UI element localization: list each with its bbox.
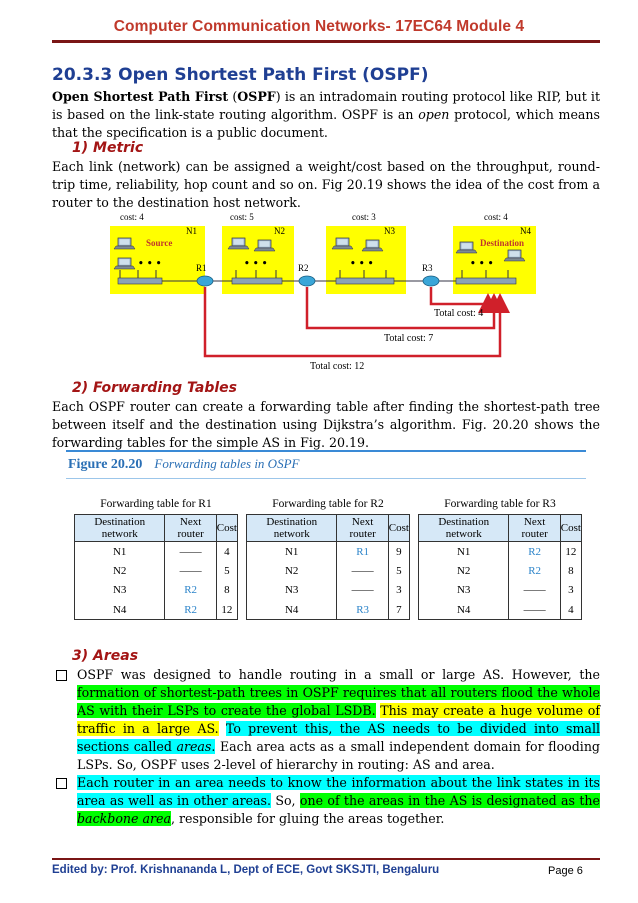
table-cell: N2 bbox=[247, 561, 337, 581]
intro-text: ) is an intradomain routing protocol like RIP, but it is based on the link-state routing algorithm. OSPF is an bbox=[52, 89, 601, 122]
table-cell: N2 bbox=[419, 561, 509, 581]
table-cell: —— bbox=[165, 542, 216, 562]
column-header: Next router bbox=[337, 515, 388, 542]
svg-text:• • •: • • • bbox=[244, 259, 268, 269]
svg-text:• • •: • • • bbox=[350, 259, 374, 269]
table-cell: N4 bbox=[247, 600, 337, 620]
metric-heading: 1) Metric bbox=[72, 140, 144, 156]
cost-label-n2: cost: 5 bbox=[230, 212, 254, 222]
table-title: Forwarding table for R2 bbox=[272, 498, 384, 510]
column-header: Next router bbox=[509, 515, 560, 542]
highlight-green-italic: backbone area bbox=[77, 811, 171, 826]
bullet-text bbox=[77, 774, 600, 828]
table-cell: 3 bbox=[560, 581, 581, 601]
intro-text: protocol, which means that the specification is a public document. bbox=[52, 107, 600, 140]
table-cell: R2 bbox=[509, 542, 560, 562]
page-header: Computer Communication Networks- 17EC64 Module 4 bbox=[113, 18, 525, 35]
table-cell: 12 bbox=[216, 600, 237, 620]
table-cell: N1 bbox=[247, 542, 337, 562]
table-row bbox=[75, 600, 238, 620]
page-number: Page 6 bbox=[548, 865, 583, 877]
table-row bbox=[247, 542, 410, 562]
svg-text:• • •: • • • bbox=[138, 259, 162, 269]
text-run: responsible for gluing the areas together. bbox=[174, 811, 445, 826]
table-cell: N3 bbox=[419, 581, 509, 601]
footer-credit: Edited by: Prof. Krishnananda L, Dept of ECE, Govt SKSJTI, Bengaluru bbox=[52, 864, 440, 876]
column-header: Destination network bbox=[75, 515, 165, 542]
cost-label-n4: cost: 4 bbox=[484, 212, 508, 222]
table-cell: 7 bbox=[388, 600, 409, 620]
checkbox-bullet-icon bbox=[56, 670, 67, 681]
role-destination: Destination bbox=[480, 238, 525, 248]
total-cost-r3: Total cost: 4 bbox=[434, 308, 484, 319]
table-cell: N3 bbox=[75, 581, 165, 601]
footer-rule bbox=[52, 858, 600, 860]
table-cell: 12 bbox=[560, 542, 581, 562]
table-cell: 5 bbox=[216, 561, 237, 581]
table-cell: N1 bbox=[419, 542, 509, 562]
table-cell: N4 bbox=[75, 600, 165, 620]
network-name-n1: N1 bbox=[186, 226, 197, 236]
table-cell: N4 bbox=[419, 600, 509, 620]
highlight-green: formation of shortest-path trees in OSPF requires that all routers flood the whole AS with their LSPs to create the global LSDB. bbox=[77, 685, 600, 718]
figure-number: Figure 20.20 bbox=[68, 457, 143, 472]
cost-label-n3: cost: 3 bbox=[352, 212, 376, 222]
table-row bbox=[247, 561, 410, 581]
forwarding-table-r2 bbox=[246, 498, 410, 620]
table-row bbox=[419, 600, 582, 620]
table-cell: 4 bbox=[560, 600, 581, 620]
cost-path-r1 bbox=[205, 287, 500, 356]
table-cell: —— bbox=[337, 561, 388, 581]
column-header: Next router bbox=[165, 515, 216, 542]
table-cell: N1 bbox=[75, 542, 165, 562]
network-name-n3: N3 bbox=[384, 226, 395, 236]
table-cell: 9 bbox=[388, 542, 409, 562]
figure-top-bar bbox=[66, 450, 586, 452]
table-row bbox=[75, 561, 238, 581]
table-cell: —— bbox=[509, 581, 560, 601]
network-name-n2: N2 bbox=[274, 226, 285, 236]
table-row bbox=[75, 542, 238, 562]
table-cell: R1 bbox=[337, 542, 388, 562]
table-cell: R2 bbox=[509, 561, 560, 581]
text-run bbox=[219, 721, 226, 736]
forwarding-figure bbox=[66, 450, 586, 635]
figure-title bbox=[68, 456, 299, 473]
table-cell: 4 bbox=[216, 542, 237, 562]
intro-open-word: open bbox=[418, 107, 450, 122]
header-rule bbox=[52, 40, 600, 43]
figure-rule bbox=[66, 478, 586, 479]
router-r2 bbox=[299, 276, 315, 286]
column-header: Cost bbox=[560, 515, 581, 542]
column-header: Destination network bbox=[419, 515, 509, 542]
text-run: OSPF was designed to handle routing in a small or large AS. However, the bbox=[77, 667, 600, 682]
forwarding-table-r3 bbox=[418, 498, 582, 620]
bullet-item bbox=[52, 666, 600, 774]
bullet-item bbox=[52, 774, 600, 828]
svg-text:• • •: • • • bbox=[470, 259, 494, 269]
table-cell: 5 bbox=[388, 561, 409, 581]
intro-paragraph bbox=[52, 88, 600, 142]
table-title: Forwarding table for R3 bbox=[444, 498, 556, 510]
table-row bbox=[419, 542, 582, 562]
table-cell: R3 bbox=[337, 600, 388, 620]
role-source: Source bbox=[146, 238, 173, 248]
highlight-cyan: Each router in an area needs to know the information about the link states in its area as well as in other areas. bbox=[77, 775, 600, 808]
table-cell: —— bbox=[509, 600, 560, 620]
areas-heading: 3) Areas bbox=[72, 648, 139, 664]
text-run: Each area acts as a small independent domain for flooding LSPs. So, OSPF uses 2-level of hierarchy in routing: AS and area. bbox=[77, 739, 600, 772]
router-r3 bbox=[423, 276, 439, 286]
table-cell: —— bbox=[337, 581, 388, 601]
forwarding-table-r1 bbox=[74, 498, 238, 620]
table-cell: N2 bbox=[75, 561, 165, 581]
table-title: Forwarding table for R1 bbox=[100, 498, 212, 510]
table-row bbox=[75, 581, 238, 601]
total-cost-r2: Total cost: 7 bbox=[384, 333, 434, 344]
total-cost-r1: Total cost: 12 bbox=[310, 361, 365, 372]
table-cell: R2 bbox=[165, 581, 216, 601]
router-label-r2: R2 bbox=[298, 263, 309, 273]
table-row bbox=[247, 581, 410, 601]
figure-caption: Forwarding tables in OSPF bbox=[154, 456, 300, 471]
forwarding-heading: 2) Forwarding Tables bbox=[72, 380, 237, 396]
table-cell: R2 bbox=[165, 600, 216, 620]
checkbox-bullet-icon bbox=[56, 778, 67, 789]
highlight-cyan-italic: areas bbox=[176, 739, 212, 754]
cost-figure bbox=[108, 210, 536, 375]
highlight-cyan: To prevent this, the AS needs to be divided into small sections called bbox=[77, 721, 600, 754]
section-title: 20.3.3 Open Shortest Path First (OSPF) bbox=[52, 65, 429, 85]
table-cell: 8 bbox=[560, 561, 581, 581]
text-run: , bbox=[170, 811, 175, 826]
intro-abbr: OSPF bbox=[237, 89, 276, 104]
column-header: Cost bbox=[388, 515, 409, 542]
highlight-green: one of the areas in the AS is designated as the bbox=[299, 793, 600, 808]
column-header: Destination network bbox=[247, 515, 337, 542]
table-row bbox=[419, 561, 582, 581]
table-row bbox=[419, 581, 582, 601]
network-name-n4: N4 bbox=[520, 226, 531, 236]
router-label-r3: R3 bbox=[422, 263, 433, 273]
highlight-cyan: . bbox=[211, 739, 216, 754]
table-cell: 3 bbox=[388, 581, 409, 601]
highlight-yellow: This may create a huge volume of traffic in a large AS. bbox=[77, 703, 600, 736]
text-run: So, bbox=[271, 793, 300, 808]
metric-paragraph: Each link (network) can be assigned a weight/cost based on the throughput, round-trip time, reliability, hop count and so on. Fig 20.19 shows the idea of the cost from a router to the destination host network. bbox=[52, 159, 600, 210]
table-row bbox=[247, 600, 410, 620]
cost-label-n1: cost: 4 bbox=[120, 212, 144, 222]
areas-bullets bbox=[52, 666, 600, 828]
intro-term: Open Shortest Path First bbox=[52, 89, 229, 104]
column-header: Cost bbox=[216, 515, 237, 542]
router-r1 bbox=[197, 276, 213, 286]
intro-text: ( bbox=[228, 89, 238, 104]
table-cell: N3 bbox=[247, 581, 337, 601]
router-label-r1: R1 bbox=[196, 263, 207, 273]
table-cell: —— bbox=[165, 561, 216, 581]
table-cell: 8 bbox=[216, 581, 237, 601]
bullet-text bbox=[77, 666, 600, 774]
forwarding-paragraph: Each OSPF router can create a forwarding table after finding the shortest-path tree between itself and the destination using Dijkstra’s algorithm. Fig. 20.20 shows the forwarding tables for the simple AS in Fig. 20.19. bbox=[52, 399, 600, 450]
